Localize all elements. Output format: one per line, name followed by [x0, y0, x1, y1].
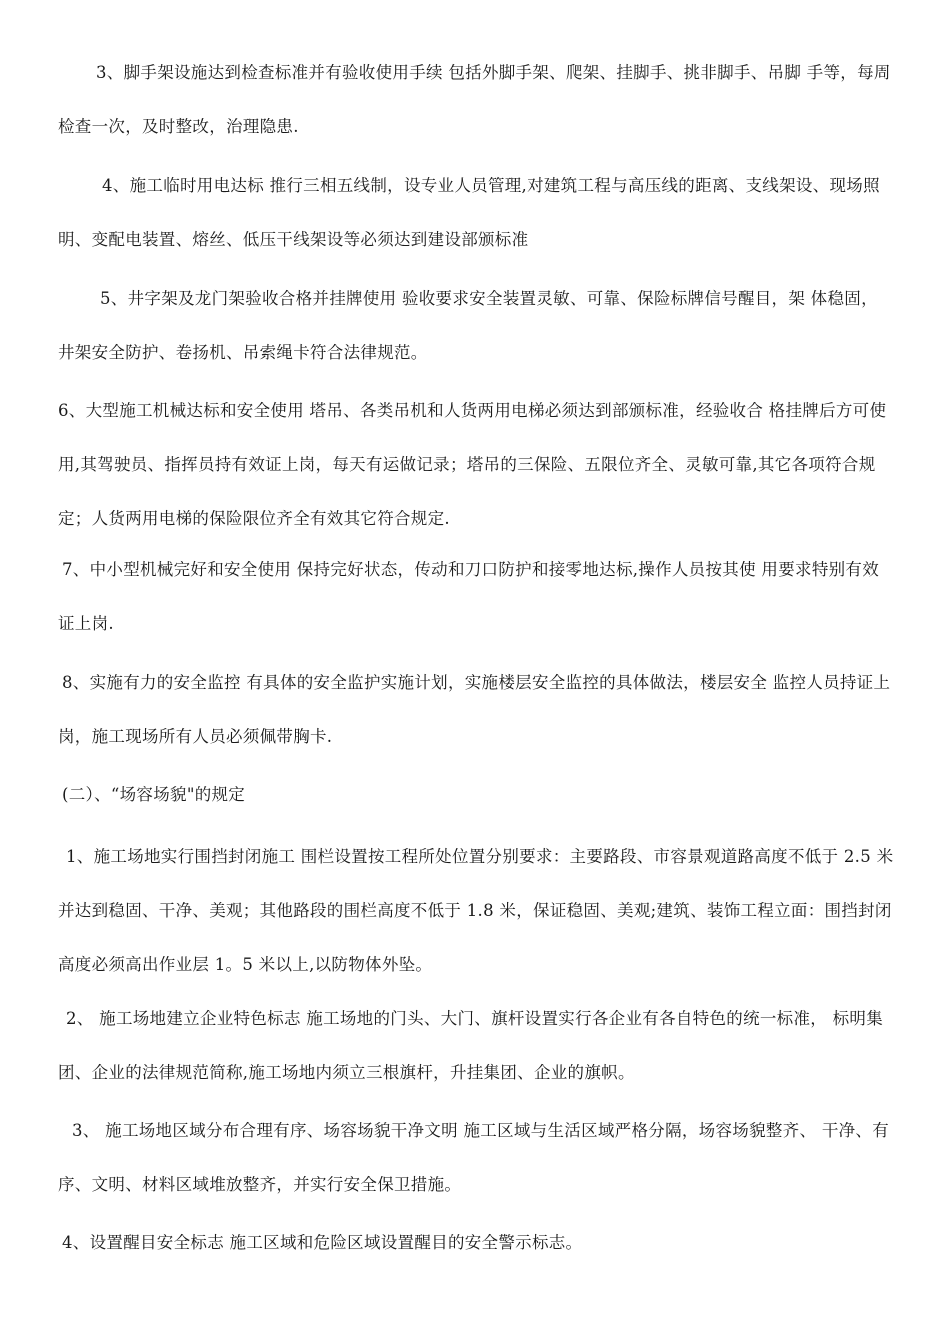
paragraph-safety-signs: 4、设置醒目安全标志 施工区域和危险区域设置醒目的安全警示标志。	[62, 1233, 583, 1252]
section-heading-site-appearance: (二）、“场容场貌"的规定	[62, 785, 246, 804]
paragraph-site-enclosure: 1、施工场地实行围挡封闭施工 围栏设置按工程所处位置分别要求：主要路段、市容景观道路高度不低于 2.5 米并达到稳固、干净、美观；其他路段的围栏高度不低于 1.8 米，保证稳固、美观;建筑、装饰工程立面：围挡封闭高度必须高出作业层 1。5 米以上,以防物体外坠。	[58, 847, 894, 974]
paragraph-site-zoning: 3、 施工场地区域分布合理有序、场容场貌干净文明 施工区域与生活区域严格分隔，场容场貌整齐、 干净、有序、文明、材料区域堆放整齐，并实行安全保卫措施。	[58, 1121, 890, 1194]
paragraph-temporary-power: 4、施工临时用电达标 推行三相五线制，设专业人员管理,对建筑工程与高压线的距离、支线架设、现场照明、变配电装置、熔丝、低压干线架设等必须达到建设部颁标准	[58, 176, 880, 249]
paragraph-safety-monitoring: 8、实施有力的安全监控 有具体的安全监护实施计划，实施楼层安全监控的具体做法，楼层安全 监控人员持证上岗，施工现场所有人员必须佩带胸卡.	[58, 673, 891, 746]
paragraph-small-machinery: 7、中小型机械完好和安全使用 保持完好状态，传动和刀口防护和接零地达标,操作人员按其使 用要求特别有效证上岗.	[58, 560, 880, 633]
paragraph-hoist-frame-acceptance: 5、井字架及龙门架验收合格并挂牌使用 验收要求安全装置灵敏、可靠、保险标牌信号醒目，架 体稳固，井架安全防护、卷扬机、吊索绳卡符合法律规范。	[58, 289, 878, 362]
paragraph-large-machinery: 6、大型施工机械达标和安全使用 塔吊、各类吊机和人货两用电梯必须达到部颁标准，经验收合 格挂牌后方可使用,其驾驶员、指挥员持有效证上岗，每天有运做记录；塔吊的三保险、五限位齐全、灵敏可靠,其它各项符合规定；人货两用电梯的保险限位齐全有效其它符合规定.	[58, 401, 887, 528]
paragraph-scaffold-inspection: 3、脚手架设施达到检查标准并有验收使用手续 包括外脚手架、爬架、挂脚手、挑非脚手、吊脚 手等，每周检查一次，及时整改，治理隐患.	[58, 63, 891, 136]
paragraph-enterprise-signage: 2、 施工场地建立企业特色标志 施工场地的门头、大门、旗杆设置实行各企业有各自特色的统一标准， 标明集团、企业的法律规范简称,施工场地内须立三根旗杆，升挂集团、企业的旗帜。	[58, 1009, 884, 1082]
